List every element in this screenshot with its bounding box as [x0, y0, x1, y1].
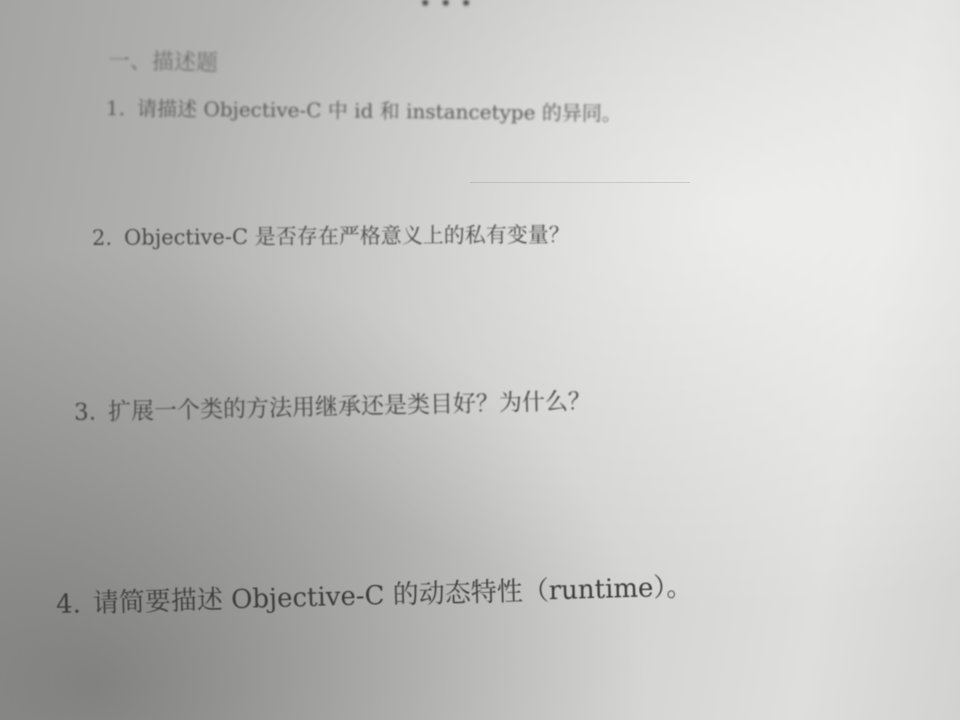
question-text: Objective-C 是否存在严格意义上的私有变量？	[123, 222, 570, 250]
question-number: 2.	[91, 225, 113, 250]
question-text: 请简要描述 Objective-C 的动态特性（runtime）。	[92, 572, 693, 619]
faint-divider	[470, 182, 690, 183]
question-1	[106, 92, 622, 126]
question-number: 4.	[55, 589, 82, 620]
question-2	[92, 219, 570, 252]
question-3	[74, 382, 592, 427]
section-heading: 一、描述题	[107, 49, 219, 77]
question-text: 扩展一个类的方法用继承还是类目好？为什么？	[107, 388, 592, 426]
question-4	[55, 566, 692, 621]
question-text: 请描述 Objective-C 中 id 和 instancetype 的异同。	[136, 96, 622, 126]
cut-off-title	[420, 0, 740, 8]
question-number: 1.	[105, 96, 126, 121]
question-number: 3.	[73, 399, 97, 426]
